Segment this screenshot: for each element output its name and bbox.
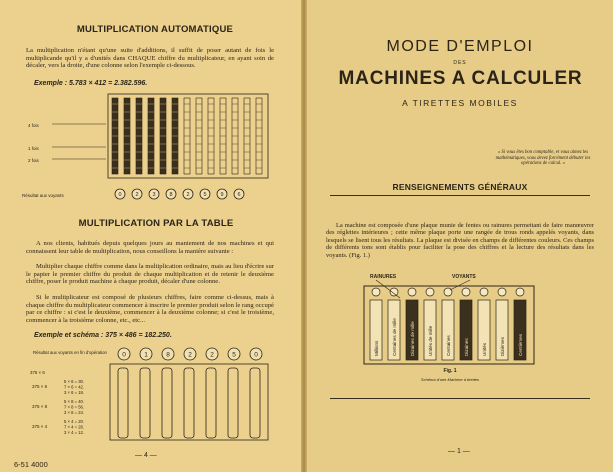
figure-column-label: Centaines [446,335,451,356]
example-automatique: Exemple : 5.783 × 412 = 2.382.596. [34,80,148,87]
figure-label: Fig. 1 [443,368,457,374]
result-digit: 2 [135,192,139,198]
figure-column-label: Dizièmes [500,337,505,356]
figure-machine [340,268,580,388]
figure-voyant [444,288,452,296]
table-slot [118,368,128,438]
title-mode-emploi: MODE D'EMPLOI [386,38,534,55]
group-line: 7 × 8 = 56. [64,404,85,410]
group-line: 7 × 4 = 28. [64,424,85,430]
figure-voyant [408,288,416,296]
group-label: 375 × 4 [32,424,48,429]
figure-voyant [390,288,398,296]
row-label-2-fois: 2 fois [28,158,39,163]
rule-top [330,195,590,196]
group-line: 3 × 4 = 12. [64,430,85,435]
figure-column-label: Millions [374,340,379,356]
section-paragraph-1: A nos clients, habitués depuis quelques jours au maniement de nos machines et qui connaissent leur table de multiplication, nous conseillons la manière suivante : [26,240,274,255]
figure-voyant [480,288,488,296]
table-digit: 0 [122,351,126,359]
page-fold [301,0,307,472]
table-slot [250,368,260,438]
diagram-table [0,342,300,442]
table-digit: 2 [210,351,214,359]
table-digit: 2 [188,351,192,359]
section-text-renseignements: La machine est composée d'une plaque munie de fentes ou rainures permettant de faire manœuvrer des réglettes intérieures ; cette même plaque porte une rangée de trous ronds appelés voyants, dans lesquels se lisent tous les résultats. La plaque est divisée en champs de différentes couleurs. Ces champs de différents tons sont établis pour faciliter la pose des chiffres et la lecture des résultats dans les voyants. (Fig. 1.) [326,222,594,259]
result-digit: 9 [220,192,224,198]
epigraph-quote: « Si vous êtes bon comptable, et vous aimez les mathématiques, vous devez forcément débuter les opérations de calcul. » [495,150,591,167]
section-title-multiplication-automatique: MULTIPLICATION AUTOMATIQUE [76,24,234,35]
group-label-0: 375 × 6 [30,370,45,375]
section-text-automatique: La multiplication n'étant qu'une suite d'additions, il suffit de poser autant de fois le multiplicande qu'il y a d'unités dans CHAQUE chiffre du multiplicateur, en ayant soin de décaler, vers la droite, d'une colonne selon l'exemple ci-dessous. [26,47,274,70]
figure-column-label: Unités [482,342,487,356]
figure-voyant [372,288,380,296]
figure-column-label: Dizaines [464,338,469,356]
rule-bottom [330,398,590,399]
result-digit: 3 [152,192,156,198]
section-paragraph-2: Multiplier chaque chiffre comme dans la multiplication ordinaire, mais au lieu d'écrire sur le papier le premier chiffre du produit de chaque multiplication et de retenir le deuxième chiffre, poser le produit machine à chaque produit, décaler d'une colonne. [26,263,274,286]
row-label-4-fois: 4 fois [28,123,39,128]
group-line: 7 × 6 = 42. [64,384,85,390]
title-machines-a-calculer: MACHINES A CALCULER [338,68,583,89]
result-digit: 8 [169,192,173,198]
figure-column-label: Centièmes [518,334,523,356]
result-digit: 0 [118,192,122,198]
result-digit: 2 [186,192,190,198]
figure-voyant [498,288,506,296]
figure-caption: Schéma d'une Machine à tirettes [420,377,480,382]
left-page-number: — 4 — [135,452,157,459]
result-label: Résultat aux voyants [22,193,64,198]
table-digit: 0 [254,351,258,359]
group-label: 375 × 6 [32,384,48,389]
diagram-automatique [0,90,300,202]
section-title-renseignements: RENSEIGNEMENTS GÉNÉRAUX [392,182,528,192]
group-line: 5 × 8 = 40. [64,399,85,404]
table-digit: 1 [144,351,148,359]
result-digit: 6 [237,192,241,198]
table-machine-body [110,364,268,440]
print-code: 6-51 4000 [14,460,48,469]
figure-column-label: Unités de mille [428,325,433,356]
table-slot [184,368,194,438]
group-line: 5 × 6 = 30. [64,379,85,384]
label-voyants: VOYANTS [452,274,476,280]
example-table: Exemple et schéma : 375 × 486 = 182.250. [34,332,172,339]
right-page-number: — 1 — [448,448,470,455]
result-digit: 5 [203,192,207,198]
table-slot [206,368,216,438]
group-line: 3 × 8 = 24. [64,410,85,415]
table-header-label: Résultat aux voyants en fin d'opération [33,350,107,355]
table-slot [162,368,172,438]
row-label-1-fois: 1 fois [28,146,39,151]
title-des: DES [453,60,467,66]
group-line: 3 × 6 = 18. [64,390,85,395]
group-label: 375 × 8 [32,404,48,409]
table-slot [228,368,238,438]
section-title-multiplication-table: MULTIPLICATION PAR LA TABLE [78,218,234,229]
label-rainures: RAINURES [370,274,397,280]
table-digit: 8 [166,351,170,359]
figure-voyant [462,288,470,296]
figure-column-label: Dizaines de mille [410,321,415,356]
group-line: 5 × 4 = 20. [64,419,85,424]
table-slot [140,368,150,438]
table-digit: 5 [232,351,236,359]
title-tirettes-mobiles: A TIRETTES MOBILES [402,98,518,108]
figure-column-label: Centaines de mille [392,318,397,356]
figure-voyant [426,288,434,296]
section-paragraph-3: Si le multiplicateur est composé de plusieurs chiffres, faire comme ci-dessus, mais à chaque chiffre du multiplicateur commencer à inscrire le premier produit selon le rang occupé par ce chiffre : si c'est le deuxième, commencer à la deuxième colonne; si c'est le troisième, commencer à la troisième colonne, etc., etc... [26,294,274,324]
figure-voyant [516,288,524,296]
